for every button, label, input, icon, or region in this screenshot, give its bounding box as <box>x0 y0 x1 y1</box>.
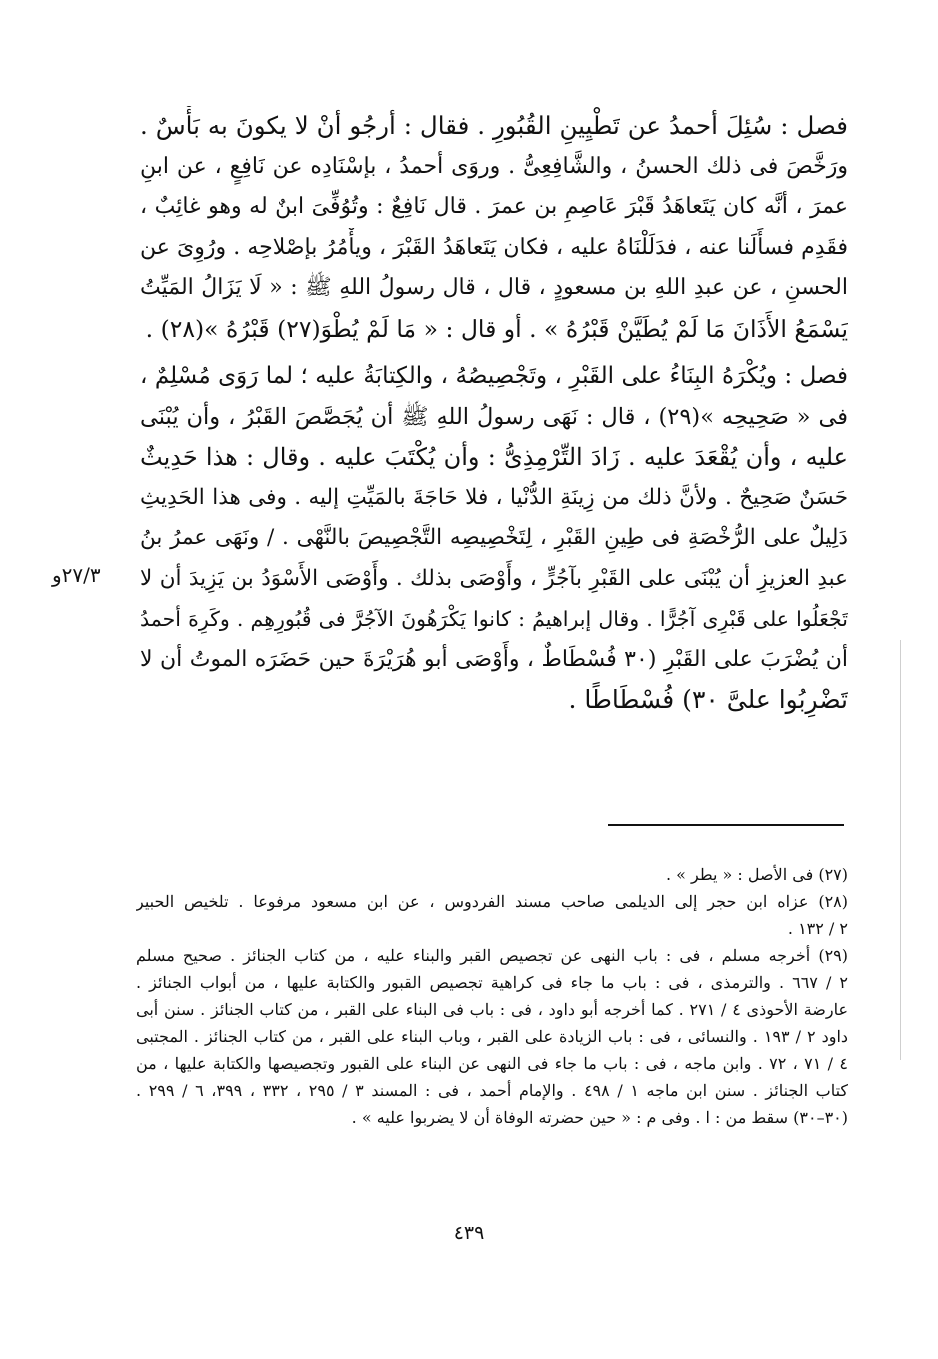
paragraph-building-on-graves <box>140 356 848 721</box>
text-line: عبدِ العزيزِ أن يُبْنَى على القَبْرِ بآجُرٍّ ، وأَوْصَى بذلك . وأَوْصَى الأَسْوَدُ بن يَزِيدَ أن لا <box>140 565 848 591</box>
text-line: عليه ، وأن يُقْعَدَ عليه . زَادَ التِّرْمِذِىُّ : وأن يُكْتَبَ عليه . وقال : هذا حَدِيثٌ <box>140 443 848 471</box>
scan-edge-line <box>900 640 901 1060</box>
footnote-divider <box>608 824 844 826</box>
footnote-line: كتاب الجنائز . سنن ابن ماجه ١ / ٤٩٨ . والإمام أحمد ، فى : المسند ٣ / ٢٩٥ ، ٣٣٢ ، ٣٩٩، ٦ / ٢٩٩ . <box>136 1081 848 1100</box>
text-line: فى « صَحِيحِه »(٢٩) ، قال : نَهَى رسولُ اللهِ ﷺ أن يُجَصَّصَ القَبْرُ ، وأن يُبْنَى <box>140 403 848 430</box>
text-line: عمرَ ، أنَّه كان يَتَعاهَدُ قَبْرَ عَاصِمِ بن عمرَ . قال نَافِعٌ : وتُوُفِّىَ ابنٌ له وهو غائِبٌ ، <box>140 194 848 219</box>
footnote-line: (٢٧) فى الأصل : « يطر » . <box>666 865 848 884</box>
text-line: دَلِيلٌ على الرُّخْصَةِ فى طِينِ القَبْرِ ، لِتَخْصِيصِه التَّجْصِيصَ بالنَّهْى . / ونَهَى عمرُ بنُ <box>140 525 848 550</box>
text-line: تَجْعَلُوا على قَبْرِى آجُرًّا . وقال إبراهيمُ : كانوا يَكْرَهُونَ الآجُرَّ فى قُبُورِهِم . وكَرِهَ أحمدُ <box>140 607 848 631</box>
text-line: ورَخَّصَ فى ذلك الحسنُ ، والشَّافِعِىُّ . وروَى أحمدُ ، بإسْنَادِه عن نَافِعٍ ، عن ابنِ <box>140 153 848 179</box>
footnote-line: عارضة الأحوذى ٤ / ٢٧١ . كما أخرجه أبو داود ، فى : باب فى البناء على القبر ، من كتاب الجنائز . سنن أبى <box>136 1000 848 1019</box>
footnote-line: ٢ / ٦٦٧ . والترمذى ، فى : باب ما جاء فى كراهية تجصيص القبور والكتابة عليها ، من أبواب الجنائز . <box>136 973 848 992</box>
footnote-line: ٤ / ٧١ ، ٧٢ . وابن ماجه ، فى : باب ما جاء فى النهى عن البناء على القبور وتجصيصها والكتابة عليها ، من <box>136 1054 848 1073</box>
text-line: الحسنِ ، عن عبدِ اللهِ بن مسعودٍ ، قال ، قال رسولُ اللهِ ﷺ : « لَا يَزَالُ المَيِّتُ <box>140 275 848 300</box>
paragraph-burial-plastering <box>140 106 848 349</box>
text-line: فصل : ويُكْرَهُ البِنَاءُ على القَبْرِ ، وتَجْصِيصُهُ ، والكِتابَةُ عليه ؛ لما رَوَى مُسْلِمٌ ، <box>140 363 848 389</box>
text-line: يَسْمَعُ الأَذَانَ مَا لَمْ يُطَيَّنْ قَبْرُهُ » . أو قال : « مَا لَمْ يُطْوَ(٢٧) قَبْرُهُ »(٢٨) . <box>145 314 848 343</box>
text-line: فقَدِم فسأَلَنا عنه ، فدَلَلْنَاهُ عليه ، فكان يَتَعاهَدُ القَبْرَ ، ويأْمُرُ بإصْلاحِه . ورُوِىَ عن <box>140 234 848 260</box>
footnote-line: (٣٠–٣٠) سقط من : ا . وفى م : « حين حضرته الوفاة أن لا يضربوا عليه » . <box>351 1108 848 1127</box>
text-line: حَسَنٌ صَحِيحٌ . ولأنَّ ذلك من زِينَةِ الدُّنْيا ، فلا حَاجَةَ بالمَيِّتِ إليه . وفى هذا الحَدِيثِ <box>140 484 848 510</box>
text-line: تَضْرِبُوا علىَّ ٣٠) فُسْطَاطًا . <box>568 685 848 714</box>
main-text <box>140 106 848 721</box>
footnote-line: (٢٩) أخرجه مسلم ، فى : باب النهى عن تجصيص القبر والبناء عليه ، من كتاب الجنائز . صحيح مسلم <box>136 946 848 965</box>
footnotes <box>136 861 848 1131</box>
footnote-line: ٢ / ١٣٢ . <box>787 919 848 938</box>
margin-reference: ٢٧/٣و <box>52 563 101 587</box>
page-number: ٤٣٩ <box>453 1222 485 1244</box>
text-line: أن يُضْرَبَ على القَبْرِ (٣٠ فُسْطَاطٌ ، وأَوْصَى أبو هُرَيْرَةَ حين حَضَرَه الموتُ أن لا <box>140 646 848 672</box>
text-line: فصل : سُئِلَ أحمدُ عن تَطْيِينِ القُبُورِ . فقال : أرجُو أنْ لا يكونَ به بَأْسٌ . <box>140 111 848 140</box>
footnote-line: (٢٨) عزاه ابن حجر إلى الديلمى صاحب مسند الفردوس ، عن ابن مسعود مرفوعا . تلخيص الحبير <box>136 892 848 911</box>
footnote-line: داود ٢ / ١٩٣ . والنسائى ، فى : باب الزيادة على القبر ، وباب البناء على القبر ، من كتاب الجنائز . المجتبى <box>136 1027 848 1046</box>
